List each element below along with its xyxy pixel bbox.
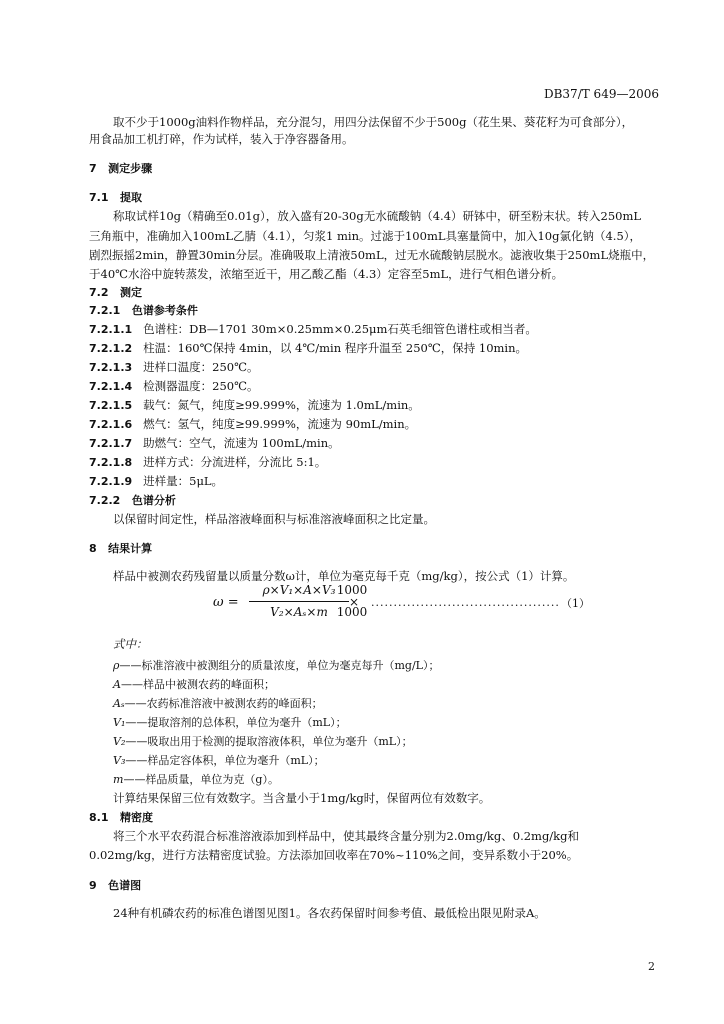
variable-text: ——样品中被测农药的峰面积； — [120, 678, 275, 691]
item-text: 进样量：5μL。 — [143, 474, 224, 488]
paragraph-line: 将三个水平农药混合标准溶液添加到样品中，使其最终含量分别为2.0mg/kg、0.2mg/kg和 — [113, 829, 580, 843]
section-7-heading — [89, 160, 152, 176]
formula-leader-dots: .......................................... — [371, 596, 560, 609]
paragraph-line: 于40℃水浴中旋转蒸发，浓缩至近干，用乙酸乙酯（4.3）定容至5mL，进行气相色谱分析。 — [89, 267, 564, 281]
formula-numerator-2: 1000 — [336, 583, 368, 597]
formula-denominator: V₂×Aₛ×m — [270, 605, 328, 619]
page-number: 2 — [648, 960, 655, 973]
section-number: 8 — [89, 542, 97, 555]
item-number: 7.2.1.6 — [89, 418, 133, 431]
paragraph-line: 三角瓶中，准确加入100mL乙腈（4.1），匀浆1 min。过滤于100mL具塞量筒中，加入10g氯化钠（4.5）， — [89, 229, 642, 243]
paragraph-line: 称取试样10g（精确至0.01g），放入盛有20-30g无水硫酸钠（4.4）研钵中，研至粉末状。转入250mL — [113, 209, 642, 223]
variable-text: ——样品定容体积，单位为毫升（mL）； — [125, 754, 325, 767]
formula-numerator: ρ×V₁×A×V₃ — [262, 583, 336, 597]
paragraph-line: 以保留时间定性，样品溶液峰面积与标准溶液峰面积之比定量。 — [113, 512, 435, 526]
where-label: 式中： — [113, 637, 148, 651]
formula-lhs: ω = — [213, 595, 239, 610]
variable-symbol: V₂ — [113, 735, 126, 748]
item-text: 载气：氮气，纯度≥99.999%，流速为 1.0mL/min。 — [143, 398, 420, 412]
section-number: 7.2.1 — [89, 304, 121, 317]
condition-item — [89, 359, 258, 375]
paragraph-line: 24种有机磷农药的标准色谱图见图1。各农药保留时间参考值、最低检出限见附录A。 — [113, 906, 546, 920]
item-number: 7.2.1.4 — [89, 380, 133, 393]
section-7-2-2-heading — [89, 492, 176, 508]
item-text: 进样方式：分流进样，分流比 5:1。 — [143, 455, 327, 469]
item-number: 7.2.1.8 — [89, 456, 133, 469]
condition-item — [89, 397, 420, 413]
paragraph-line: 计算结果保留三位有效数字。当含量小于1mg/kg时，保留两位有效数字。 — [113, 791, 491, 805]
section-title: 色谱图 — [108, 879, 142, 892]
intro-line-1: 取不少于1000g油料作物样品，充分混匀，用四分法保留不少于500g（花生果、葵花籽为可食部分）， — [113, 115, 634, 129]
standard-number: DB37/T 649—2006 — [543, 87, 659, 101]
section-title: 色谱参考条件 — [131, 304, 198, 317]
paragraph-line: 剧烈振摇2min，静置30min分层。准确吸取上清液50mL，过无水硫酸钠层脱水。滤液收集于250mL烧瓶中， — [89, 248, 655, 262]
variable-definition — [113, 733, 413, 749]
formula-1 — [213, 583, 613, 623]
formula-denominator-2: 1000 — [336, 605, 368, 619]
condition-item — [89, 416, 416, 432]
section-number: 8.1 — [89, 811, 109, 824]
section-title: 测定步骤 — [108, 162, 153, 175]
item-number: 7.2.1.1 — [89, 323, 133, 336]
variable-text: ——吸取出用于检测的提取溶液体积，单位为毫升（mL）； — [125, 735, 413, 748]
section-title: 结果计算 — [108, 542, 153, 555]
item-text: 检测器温度：250℃。 — [143, 379, 259, 393]
item-text: 柱温：160℃保持 4min，以 4℃/min 程序升温至 250℃，保持 10min。 — [143, 341, 528, 355]
item-number: 7.2.1.7 — [89, 437, 133, 450]
condition-item — [89, 435, 340, 451]
section-9-heading — [89, 877, 141, 893]
section-title: 色谱分析 — [131, 494, 176, 507]
section-title: 测定 — [120, 286, 142, 299]
variable-symbol: Aₛ — [113, 697, 125, 710]
item-number: 7.2.1.5 — [89, 399, 133, 412]
section-number: 7.2.2 — [89, 494, 121, 507]
section-7-1-heading — [89, 189, 142, 205]
variable-definition — [113, 695, 323, 711]
section-number: 7.2 — [89, 286, 109, 299]
item-text: 色谱柱：DB—1701 30m×0.25mm×0.25μm石英毛细管色谱柱或相当者。 — [143, 322, 537, 336]
item-number: 7.2.1.2 — [89, 342, 133, 355]
variable-definition — [113, 771, 279, 787]
paragraph-line: 样品中被测农药残留量以质量分数ω计，单位为毫克每千克（mg/kg），按公式（1）计算。 — [113, 569, 575, 583]
section-title: 提取 — [120, 191, 142, 204]
item-text: 助燃气：空气，流速为 100mL/min。 — [143, 436, 340, 450]
variable-definition — [113, 657, 439, 673]
section-title: 精密度 — [120, 811, 153, 824]
section-number: 9 — [89, 879, 97, 892]
item-text: 进样口温度：250℃。 — [143, 360, 259, 374]
condition-item — [89, 321, 537, 337]
item-text: 燃气：氢气，纯度≥99.999%，流速为 90mL/min。 — [143, 417, 417, 431]
variable-text: ——农药标准溶液中被测农药的峰面积； — [124, 697, 323, 710]
variable-text: ——提取溶剂的总体积，单位为毫升（mL）； — [125, 716, 347, 729]
variable-symbol: V₁ — [113, 716, 126, 729]
variable-text: ——样品质量，单位为克（g）。 — [123, 773, 279, 786]
section-number: 7 — [89, 162, 97, 175]
variable-definition — [113, 714, 347, 730]
variable-symbol: A — [113, 678, 121, 691]
section-8-heading — [89, 540, 152, 556]
section-7-2-1-heading — [89, 302, 198, 318]
section-8-1-heading — [89, 809, 153, 825]
item-number: 7.2.1.3 — [89, 361, 133, 374]
item-number: 7.2.1.9 — [89, 475, 133, 488]
section-7-2-heading — [89, 284, 142, 300]
variable-symbol: m — [113, 773, 124, 786]
variable-symbol: ρ — [113, 659, 120, 672]
paragraph-line: 0.02mg/kg，进行方法精密度试验。方法添加回收率在70%~110%之间，变异系数小于20%。 — [89, 848, 579, 862]
section-number: 7.1 — [89, 191, 109, 204]
variable-definition — [113, 752, 325, 768]
intro-line-2: 用食品加工机打碎，作为试样，装入于净容器备用。 — [89, 132, 354, 146]
variable-text: ——标准溶液中被测组分的质量浓度，单位为毫克每升（mg/L）； — [119, 659, 440, 672]
condition-item — [89, 454, 326, 470]
variable-definition — [113, 676, 275, 692]
condition-item — [89, 340, 527, 356]
condition-item — [89, 378, 258, 394]
fraction-bar — [249, 601, 349, 602]
equation-number: （1） — [561, 597, 590, 610]
variable-symbol: V₃ — [113, 754, 126, 767]
condition-item — [89, 473, 223, 489]
formula-times: × — [349, 595, 360, 609]
